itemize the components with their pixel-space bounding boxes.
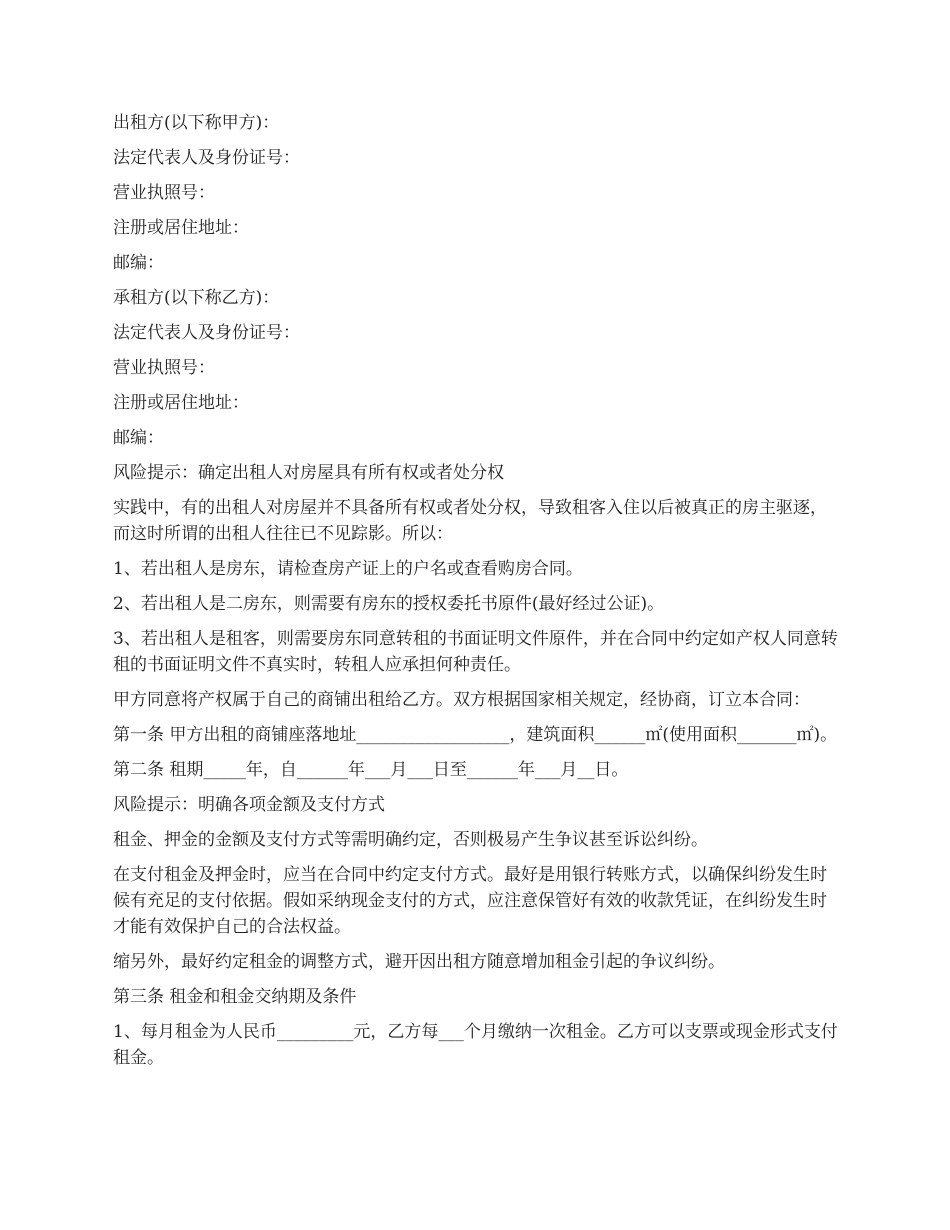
lessee-address-field: 注册或居住地址： (113, 393, 249, 413)
list-item: 1、若出租人是房东，请检查房产证上的户名或查看购房合同。 (113, 559, 583, 579)
article-2: 第二条 租期_____年，自______年___月___日至______年___月__日。 (113, 760, 629, 780)
agreement-preamble: 甲方同意将产权属于自己的商铺出租给乙方。双方根据国家相关规定，经协商，订立本合同： (113, 690, 810, 710)
lessee-postcode-field: 邮编： (113, 428, 164, 448)
article-1: 第一条 甲方出租的商铺座落地址__________________，建筑面积______㎡(使用面积_______㎡)。 (113, 725, 838, 745)
list-item: 3、若出租人是租客，则需要房东同意转租的书面证明文件原件，并在合同中约定如产权人同意转租的书面证明文件不真实时，转租人应承担何种责任。 (113, 629, 838, 675)
document-body (113, 110, 841, 1080)
rent-adjustment-note: 缩另外，最好约定租金的调整方式，避开因出租方随意增加租金引起的争议纠纷。 (113, 952, 725, 972)
lessor-legal-rep-field: 法定代表人及身份证号： (113, 148, 300, 168)
lessee-license-field: 营业执照号： (113, 358, 215, 378)
payment-note: 租金、押金的金额及支付方式等需明确约定，否则极易产生争议甚至诉讼纠纷。 (113, 830, 708, 850)
lessee-legal-rep-field: 法定代表人及身份证号： (113, 323, 300, 343)
lessee-heading: 承租方(以下称乙方)： (113, 288, 280, 308)
list-item: 2、若出租人是二房东，则需要有房东的授权委托书原件(最好经过公证)。 (113, 594, 665, 614)
article-3-heading: 第三条 租金和租金交纳期及条件 (113, 987, 357, 1007)
risk-tip-payment: 风险提示：明确各项金额及支付方式 (113, 795, 385, 815)
payment-method-note: 在支付租金及押金时，应当在合同中约定支付方式。最好是用银行转账方式，以确保纠纷发生时候有充足的支付依据。假如采纳现金支付的方式，应注意保管好有效的收款凭证，在纠纷发生时才能有效保护自己的合法权益。 (113, 865, 827, 937)
list-item: 1、每月租金为人民币_________元，乙方每___个月缴纳一次租金。乙方可以支票或现金形式支付租金。 (113, 1022, 838, 1068)
lessor-license-field: 营业执照号： (113, 183, 215, 203)
lessor-postcode-field: 邮编： (113, 253, 164, 273)
lessor-address-field: 注册或居住地址： (113, 218, 249, 238)
ownership-explanation: 实践中，有的出租人对房屋并不具备所有权或者处分权，导致租客入住以后被真正的房主驱逐，而这时所谓的出租人往往已不见踪影。所以： (113, 498, 827, 544)
risk-tip-ownership: 风险提示：确定出租人对房屋具有所有权或者处分权 (113, 463, 504, 483)
lessor-heading: 出租方(以下称甲方)： (113, 113, 280, 133)
